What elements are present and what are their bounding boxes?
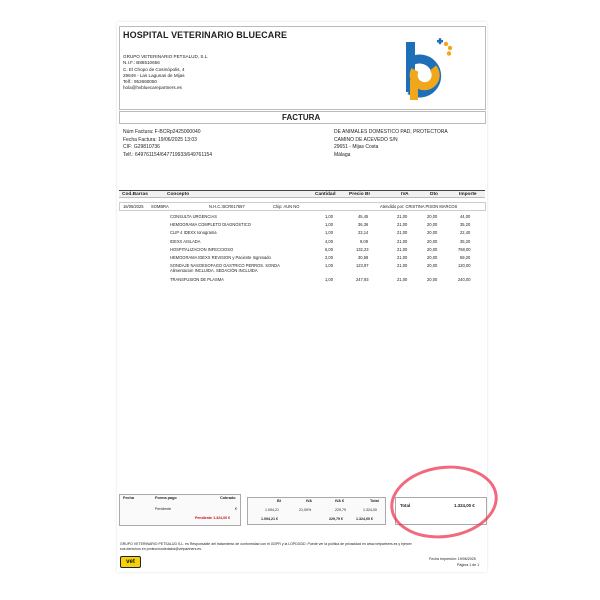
row-qty: 1,00 <box>325 230 333 235</box>
pay-col-date: Fecha <box>123 496 134 500</box>
grand-total-label: Total <box>400 503 411 508</box>
row-price: 9,09 <box>360 239 368 244</box>
page-number: Página 1 de 1 <box>457 563 480 567</box>
row-amount: 35,20 <box>460 239 471 244</box>
vet-logo: vet <box>120 556 141 568</box>
pay-method: Pendiente <box>155 507 172 511</box>
row-price: 36,36 <box>358 222 369 227</box>
row-concept: HOSPITALIZACION INFECCIOSO <box>170 247 234 252</box>
col-concept: Concepto <box>167 191 190 197</box>
row-qty: 1,00 <box>325 263 333 268</box>
col-amount: Importe <box>459 191 477 197</box>
vat-col-bi: BI <box>277 499 281 503</box>
col-price: Precio BI <box>349 191 370 197</box>
customer-city: 29651 - Mijas Costa <box>334 144 379 151</box>
row-amount: 59,20 <box>460 255 471 260</box>
row-qty: 1,00 <box>325 222 333 227</box>
row-amount: 22,40 <box>460 230 471 235</box>
row-amount: 768,00 <box>458 247 471 252</box>
vat-row-total: 1.324,00 <box>363 508 377 512</box>
vat-row-vat: 21,00% <box>299 508 312 512</box>
row-qty: 1,00 <box>325 277 333 282</box>
company-city: 29649 - Las Lagunas de Mijas <box>123 72 185 78</box>
visit-attended: Atendido por: CRISTINA PISON MARCOS <box>380 203 458 209</box>
col-code: Cod.Barras <box>122 191 148 197</box>
row-qty: 1,00 <box>325 214 333 219</box>
customer-street: CAMINO DE ACEVEDO S/N <box>334 136 398 143</box>
invoice-title: FACTURA <box>282 113 321 122</box>
vat-col-vat-eur: IVA € <box>335 499 345 503</box>
privacy-line-1: GRUPO VETERINARIO PETSALUD S.L. es Responsable del tratamiento de conformidad con el GDPR y la LOPDGDD. Puede ver la política de privacidad en www.vetpartners.es y ejercer <box>120 542 412 546</box>
invoice-number: Núm Factura: F-BCRp2425000040 <box>123 129 201 135</box>
row-concept: TRANSFUSION DE PLASMA <box>170 277 224 282</box>
invoice-phone: Telf.: 649761154/647719933/649761154 <box>123 151 213 158</box>
row-concept: CONSULTA URGENCIAS <box>170 214 217 219</box>
vat-sum-bi: 1.094,21 € <box>261 517 278 521</box>
row-disc: 20,00 <box>427 214 438 219</box>
customer-province: Málaga <box>334 151 351 158</box>
pay-currency: € <box>235 507 237 511</box>
row-concept: IDEXX AISLADA <box>170 239 201 244</box>
row-disc: 20,00 <box>427 247 438 252</box>
row-vat: 21,00 <box>397 239 408 244</box>
invoice-cif: CIF: G29810736 <box>123 144 160 151</box>
vat-sum-vat-eur: 229,79 € <box>329 517 343 521</box>
company-email: hola@hvbluecarepartners.es <box>123 85 182 91</box>
company-phone: Telf.: 952660050 <box>123 79 157 85</box>
row-disc: 20,00 <box>427 255 438 260</box>
customer-name: DE ANIMALES DOMESTICO PAD, PROTECTORA <box>334 129 448 135</box>
pay-pending: Pendiente 1.324,00 € <box>195 516 231 520</box>
vat-col-vat: IVA <box>306 499 313 503</box>
pay-col-method: Forma pago <box>155 496 177 500</box>
company-nif: N.I.F.: B88510656 <box>123 60 160 66</box>
row-disc: 20,00 <box>427 239 438 244</box>
col-vat: IVA <box>401 191 409 197</box>
hospital-name: HOSPITAL VETERINARIO BLUECARE <box>123 30 288 40</box>
row-price: 132,23 <box>356 247 369 252</box>
vat-row-vat-eur: 229,79 <box>335 508 346 512</box>
row-price: 30,58 <box>358 255 369 260</box>
company-street: C. El Chopo de Cosmópolis, 4 <box>123 66 185 72</box>
row-disc: 20,00 <box>427 277 438 282</box>
grand-total-value: 1.324,00 € <box>454 503 475 508</box>
print-date: Fecha Impresión: 19/06/2025 <box>429 557 476 561</box>
row-amount: 44,00 <box>460 214 471 219</box>
row-vat: 21,00 <box>397 214 408 219</box>
row-vat: 21,00 <box>397 255 408 260</box>
row-vat: 21,00 <box>397 277 408 282</box>
row-qty: 4,00 <box>325 239 333 244</box>
row-qty: 6,00 <box>325 247 333 252</box>
row-vat: 21,00 <box>397 263 408 268</box>
row-amount: 35,20 <box>460 222 471 227</box>
row-disc: 20,00 <box>427 263 438 268</box>
bluecare-logo-icon <box>400 36 460 102</box>
visit-pet: SOMBRA <box>151 203 169 209</box>
visit-date: 16/06/2025 <box>123 203 144 209</box>
vat-col-total: Total <box>370 499 379 503</box>
customer-details <box>334 129 448 159</box>
col-qty: Cantidad <box>315 191 336 197</box>
row-disc: 20,00 <box>427 230 438 235</box>
row-disc: 20,00 <box>427 222 438 227</box>
invoice-date: Fecha Factura: 19/06/2025 13:03 <box>123 136 197 143</box>
row-price: 123,97 <box>356 263 369 268</box>
row-amount: 120,00 <box>458 263 471 268</box>
row-concept: HEMOGRAMA COMPLETO DIAGNOSTICO <box>170 222 251 227</box>
company-details <box>123 54 209 92</box>
invoice-meta <box>123 129 212 159</box>
row-amount: 240,00 <box>458 277 471 282</box>
row-price: 23,14 <box>358 230 369 235</box>
vat-sum-total: 1.324,00 € <box>356 517 373 521</box>
visit-chip: Chip: AUN NO <box>273 203 300 209</box>
row-qty: 2,00 <box>325 255 333 260</box>
col-disc: Dto <box>430 191 438 197</box>
privacy-line-2: sus derechos en proteccióndedatos@vetpartners.es. <box>120 547 202 551</box>
row-price: 45,45 <box>358 214 369 219</box>
company-name: GRUPO VETERINARIO PETSALUD, S.L. <box>123 54 209 59</box>
row-concept-2: Alimentacion INCLUIDA. SEDACIÓN INCLUIDA <box>170 268 258 273</box>
row-vat: 21,00 <box>397 222 408 227</box>
row-concept: HEMOGRAMA IDEXX REVISION y Paciente Ingresado <box>170 255 271 260</box>
pay-col-charged: Cobrado <box>220 496 236 500</box>
table-header <box>119 190 485 198</box>
row-vat: 21,00 <box>397 230 408 235</box>
row-concept: SONDAJE NASOESOFAGO GASTRICO PERROS. SONDA <box>170 263 280 268</box>
visit-nhc: N.H.C.:BCR017697 <box>209 203 245 209</box>
vat-row-bi: 1.094,21 <box>265 508 279 512</box>
row-concept: CLIP 4 IDEXX Ionograma <box>170 230 217 235</box>
row-vat: 21,00 <box>397 247 408 252</box>
row-price: 247,93 <box>356 277 369 282</box>
